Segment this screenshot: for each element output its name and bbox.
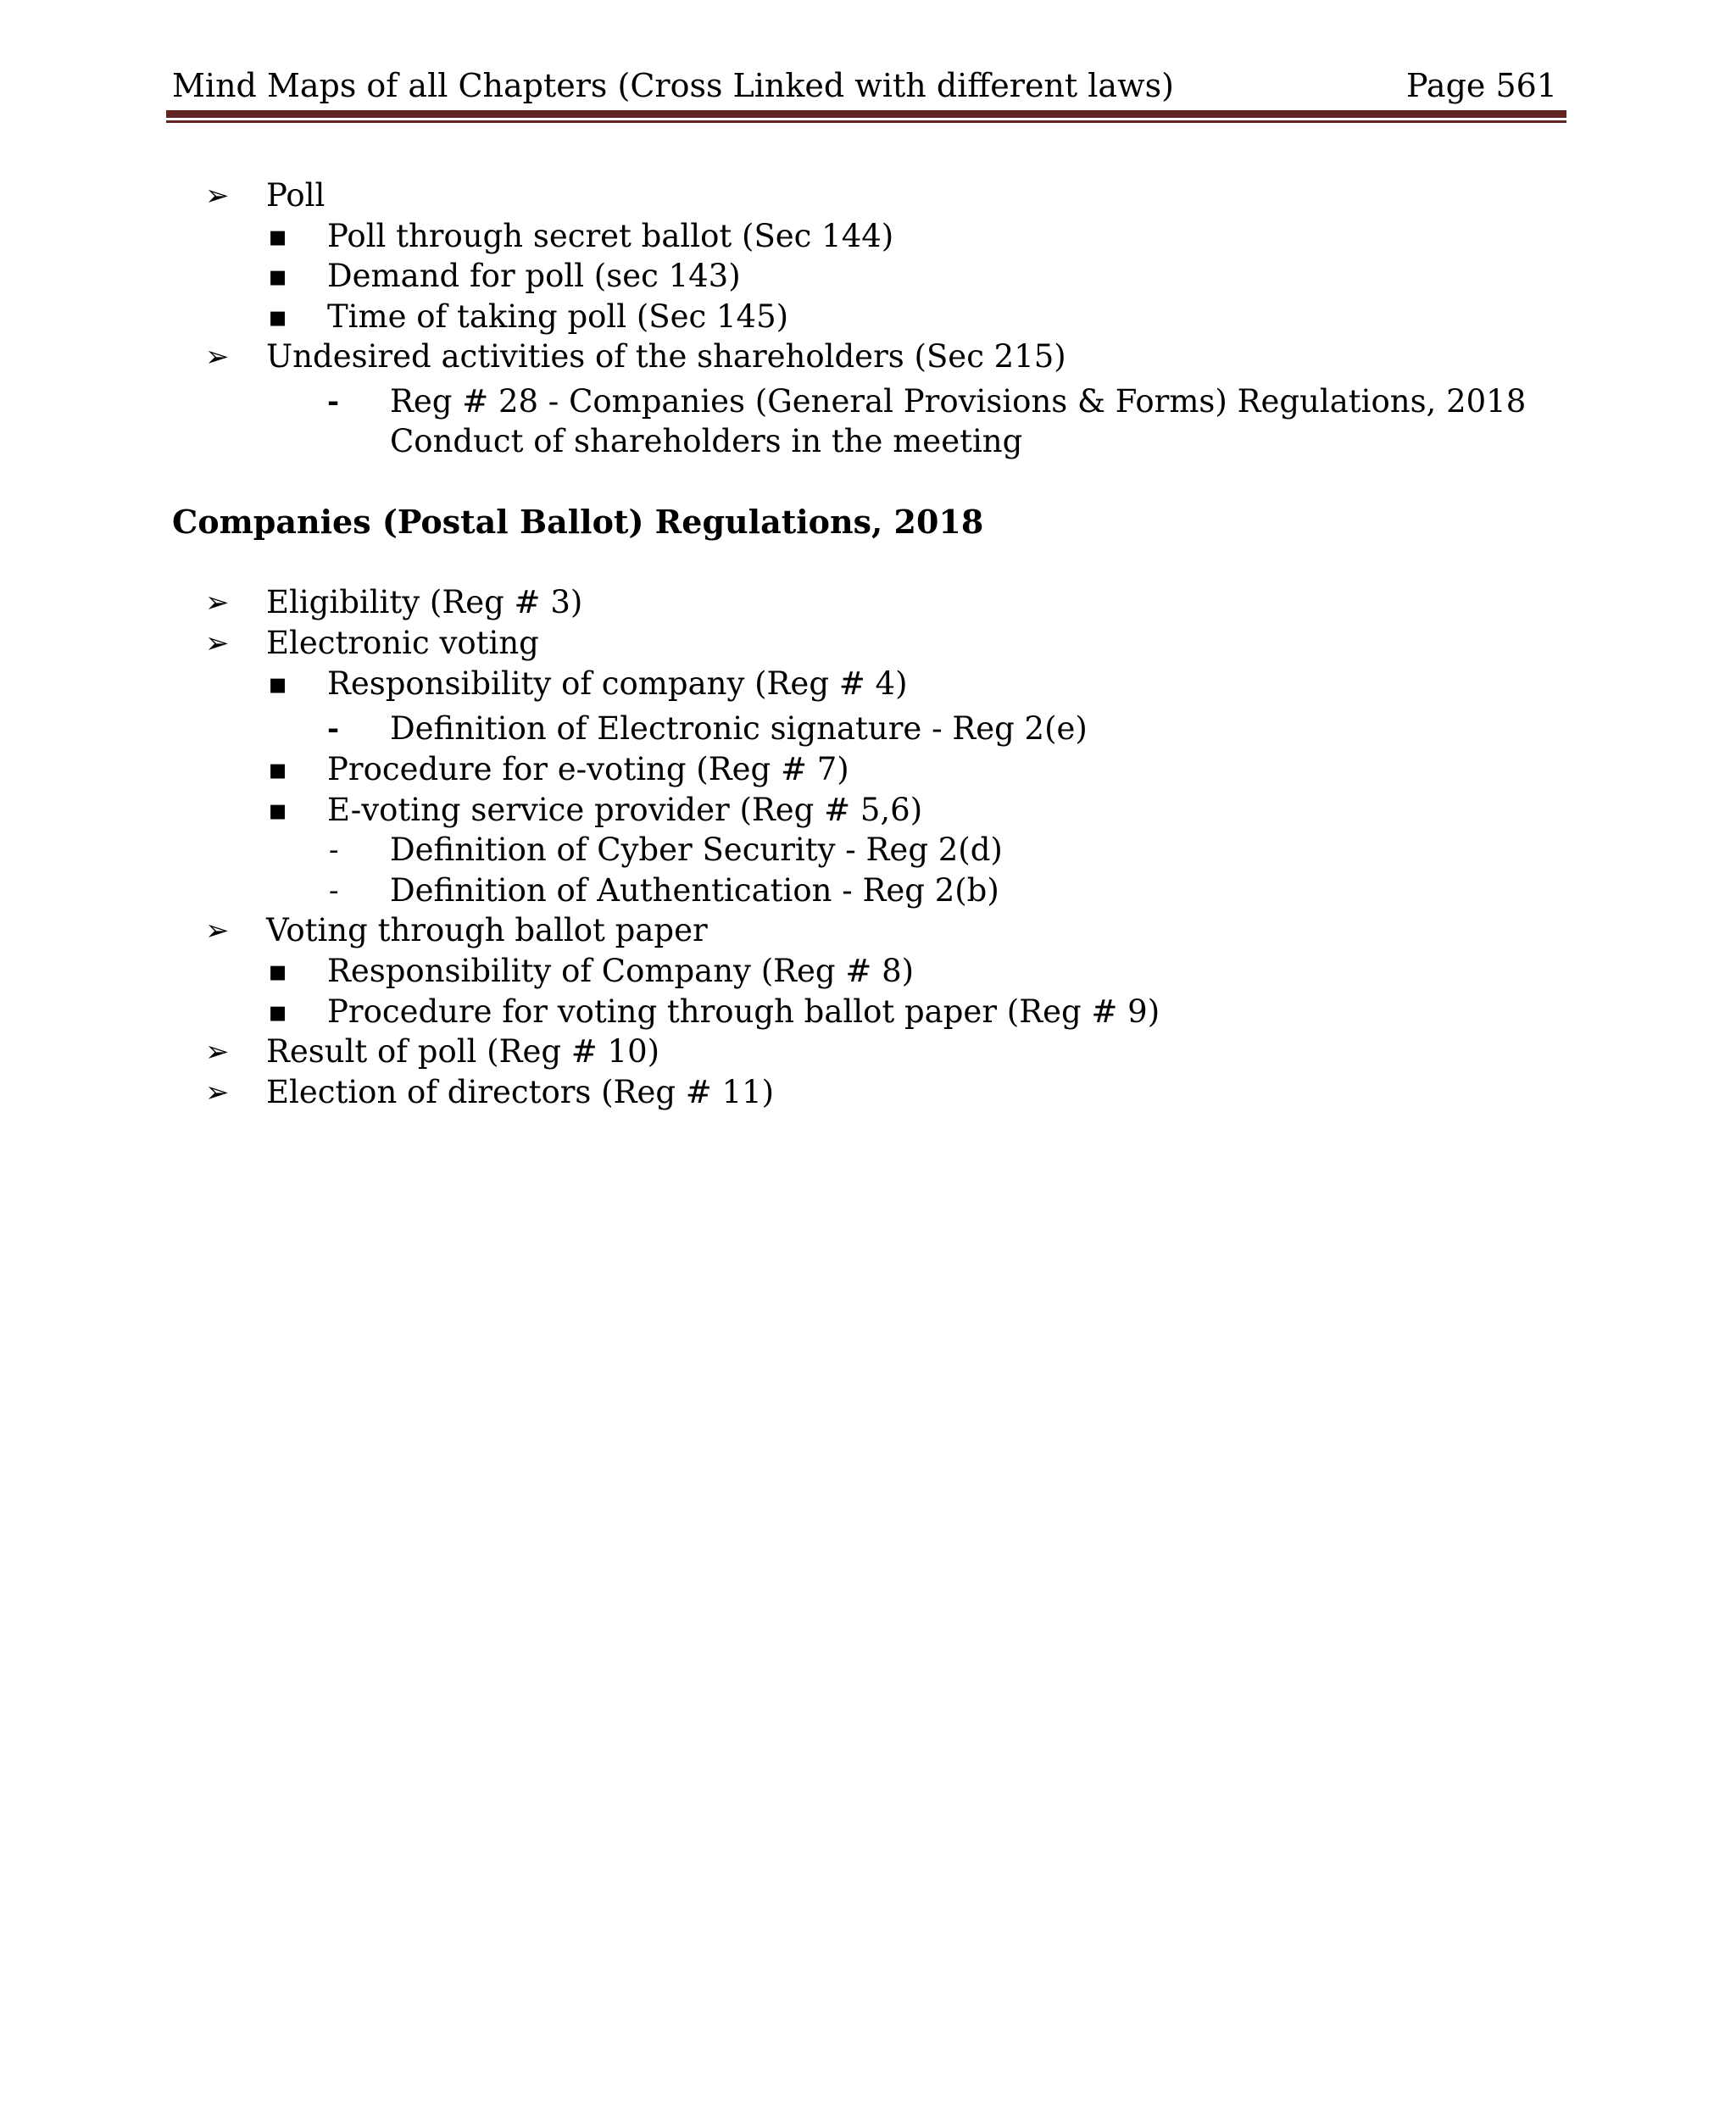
list-item-undesired-activities: Undesired activities of the shareholders (Sec 215): [266, 338, 1066, 375]
list-item-demand-for-poll: Demand for poll (sec 143): [327, 258, 741, 294]
list-item-voting-ballot-paper: Voting through ballot paper: [266, 912, 708, 948]
square-bullet-icon: ▪: [268, 667, 288, 701]
header-page-number: Page 561: [1406, 67, 1557, 104]
dash-bullet-icon: -: [327, 712, 340, 746]
square-bullet-icon: ▪: [268, 220, 288, 253]
list-item-def-electronic-signature: Definition of Electronic signature - Reg 2(e): [390, 710, 1088, 747]
list-item-election-of-directors: Election of directors (Reg # 11): [266, 1074, 775, 1110]
list-item-procedure-evoting: Procedure for e-voting (Reg # 7): [327, 751, 849, 787]
list-item-reg28-line2: Conduct of shareholders in the meeting: [390, 423, 1023, 459]
list-item-result-of-poll: Result of poll (Reg # 10): [266, 1033, 660, 1070]
arrow-bullet-icon: ➢: [205, 914, 230, 948]
arrow-bullet-icon: ➢: [205, 1076, 230, 1110]
list-item-responsibility-company-8: Responsibility of Company (Reg # 8): [327, 953, 915, 989]
arrow-bullet-icon: ➢: [205, 586, 230, 620]
header-rule-thick: [166, 110, 1566, 118]
square-bullet-icon: ▪: [268, 259, 288, 293]
list-item-def-cyber-security: Definition of Cyber Security - Reg 2(d): [390, 832, 1003, 868]
page-header: [172, 63, 1557, 108]
list-item-reg28-line1: Reg # 28 - Companies (General Provisions & Forms) Regulations, 2018: [390, 383, 1527, 420]
arrow-bullet-icon: ➢: [205, 626, 230, 660]
dash-bullet-icon: -: [329, 874, 339, 908]
header-rule-thin: [166, 120, 1566, 123]
list-item-eligibility: Eligibility (Reg # 3): [266, 584, 583, 620]
dash-bullet-icon: -: [327, 385, 340, 419]
list-item-procedure-ballot-paper: Procedure for voting through ballot paper (Reg # 9): [327, 993, 1160, 1030]
dash-bullet-icon: -: [329, 833, 339, 867]
square-bullet-icon: ▪: [268, 793, 288, 827]
square-bullet-icon: ▪: [268, 954, 288, 988]
square-bullet-icon: ▪: [268, 995, 288, 1029]
list-item-poll: Poll: [266, 177, 326, 214]
arrow-bullet-icon: ➢: [205, 1035, 230, 1069]
list-item-poll-secret-ballot: Poll through secret ballot (Sec 144): [327, 218, 894, 254]
square-bullet-icon: ▪: [268, 300, 288, 334]
section-heading: Companies (Postal Ballot) Regulations, 2018: [172, 503, 984, 541]
list-item-def-authentication: Definition of Authentication - Reg 2(b): [390, 872, 999, 909]
list-item-time-of-poll: Time of taking poll (Sec 145): [327, 298, 789, 335]
list-item-evoting-provider: E-voting service provider (Reg # 5,6): [327, 792, 923, 828]
list-item-electronic-voting: Electronic voting: [266, 625, 539, 661]
header-title: Mind Maps of all Chapters (Cross Linked with different laws): [172, 67, 1174, 104]
list-item-responsibility-company-4: Responsibility of company (Reg # 4): [327, 665, 908, 702]
square-bullet-icon: ▪: [268, 753, 288, 787]
arrow-bullet-icon: ➢: [205, 340, 230, 374]
arrow-bullet-icon: ➢: [205, 179, 230, 213]
